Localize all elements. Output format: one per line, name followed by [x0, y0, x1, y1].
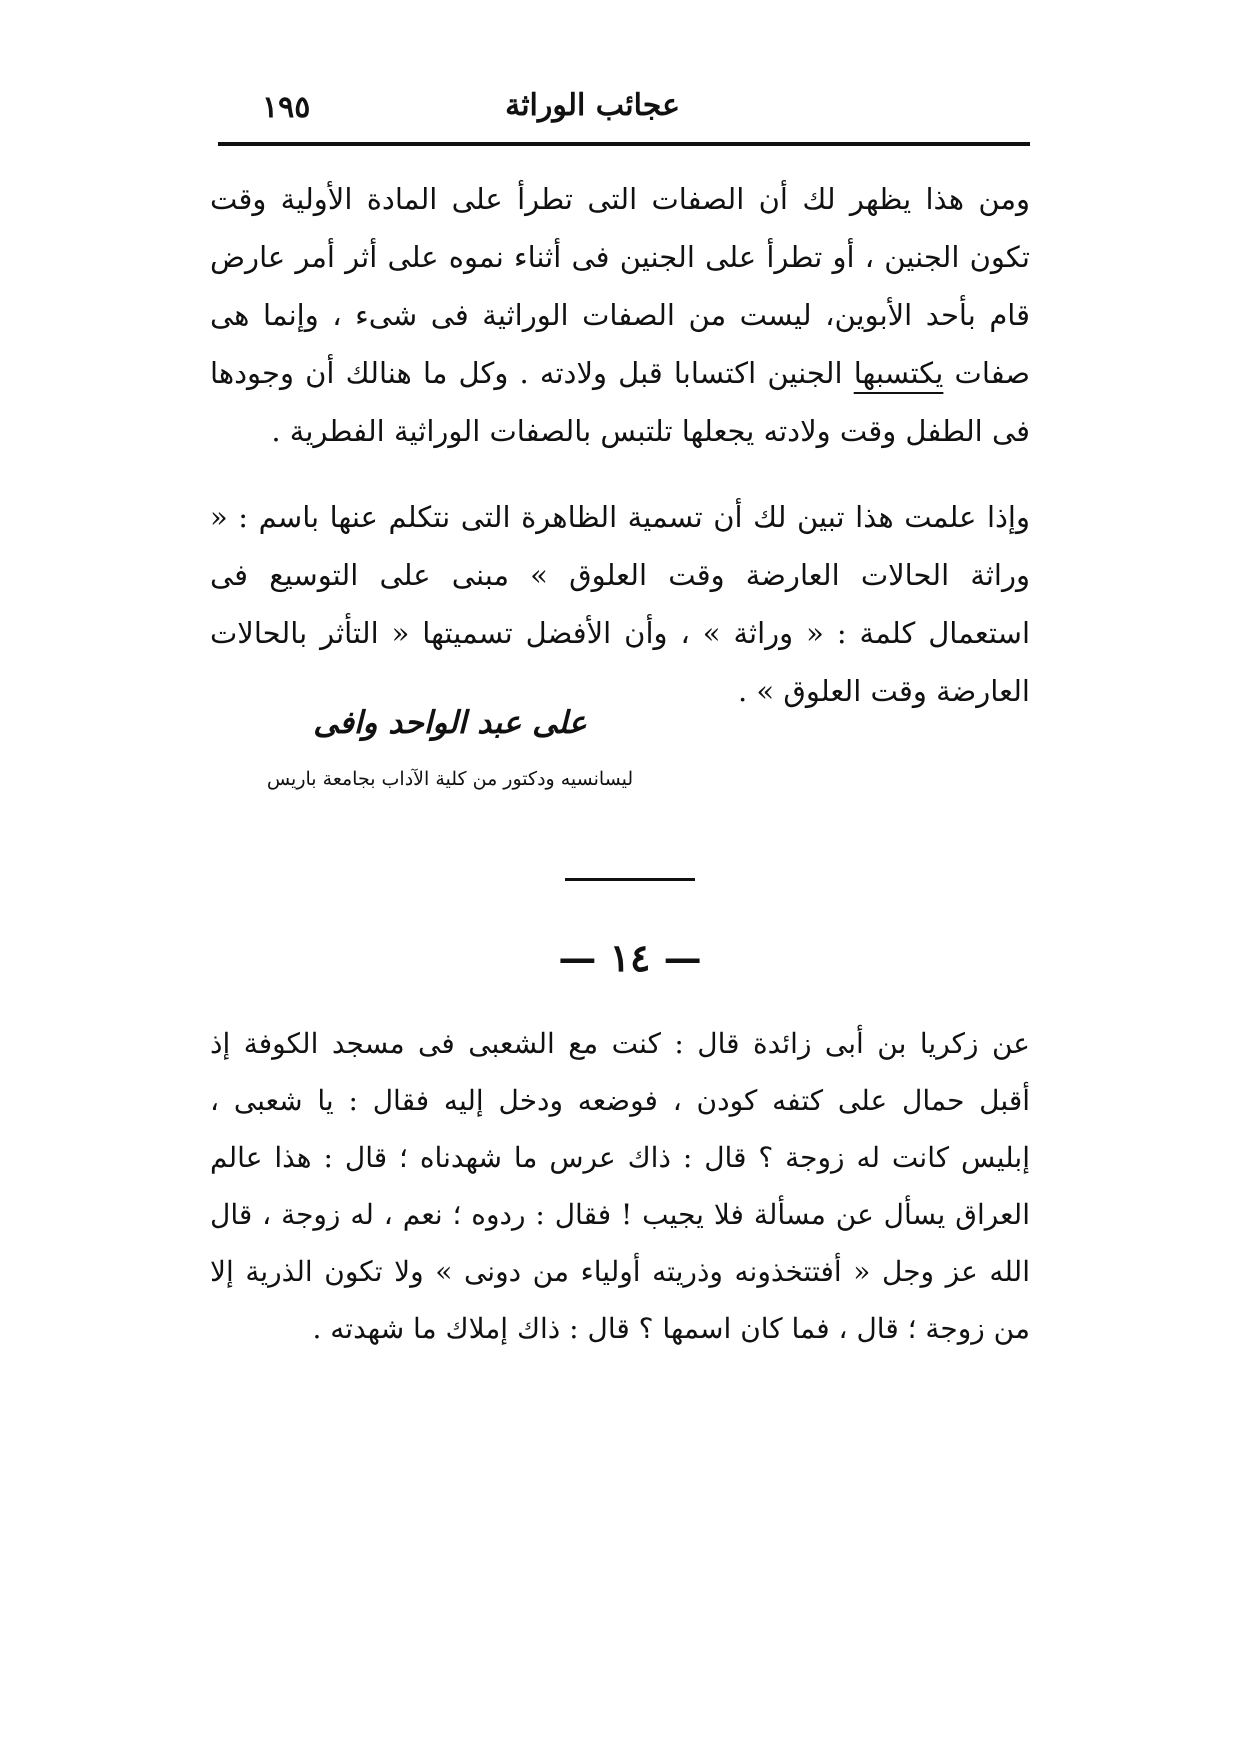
paragraph-3: عن زكريا بن أبى زائدة قال : كنت مع الشعبى فى مسجد الكوفة إذ أقبل حمال على كتفه كودن ، فوضعه ودخل إليه فقال : يا شعبى ، إبليس كانت له زوجة ؟ قال : ذاك عرس ما شهدناه ؛ قال : هذا عالم العراق يسأل عن مسألة فلا يجيب ! فقال : ردوه ؛ نعم ، له زوجة ، قال الله عز وجل « أفتتخذونه وذريته أولياء من دونى » ولا تكون الذرية إلا من زوجة ؛ قال ، فما كان اسمها ؟ قال : ذاك إملاك ما شهدته .: [210, 1027, 1031, 1345]
paragraph-1-text-b: الجنين اكتسابا قبل ولادته . وكل ما هنالك أن وجودها فى الطفل وقت ولادته يجعلها تلتبس بالصفات الوراثية الفطرية .: [210, 356, 1030, 448]
header-rule: [218, 142, 1030, 146]
page-number: ١٩٥: [262, 90, 311, 125]
paragraph-2: وإذا علمت هذا تبين لك أن تسمية الظاهرة التى نتكلم عنها باسم : « وراثة الحالات العارضة وقت العلوق » مبنى على التوسيع فى استعمال كلمة : « وراثة » ، وأن الأفضل تسميتها « التأثر بالحالات العارضة وقت العلوق » .: [210, 500, 1030, 708]
author-affiliation: ليسانسيه ودكتور من كلية الآداب بجامعة باريس: [266, 768, 634, 790]
paragraph-1-text-a: ومن هذا يظهر لك أن الصفات التى تطرأ على المادة الأولية وقت تكون الجنين ، أو تطرأ على الجنين فى أثناء نموه على أثر أمر عارض قام بأحد الأبوين، ليست من الصفات الوراثية فى شىء ، وإنما هى صفات: [210, 182, 1030, 390]
author-signature: على عبد الواحد وافى: [313, 705, 587, 741]
section-divider: [565, 878, 695, 881]
running-title: عجائب الوراثة: [505, 88, 680, 123]
page-header: [222, 88, 1030, 138]
paragraph-1: [210, 170, 1030, 460]
section-number: — ١٤ —: [558, 935, 702, 980]
underlined-word: يكتسبها: [853, 356, 944, 390]
